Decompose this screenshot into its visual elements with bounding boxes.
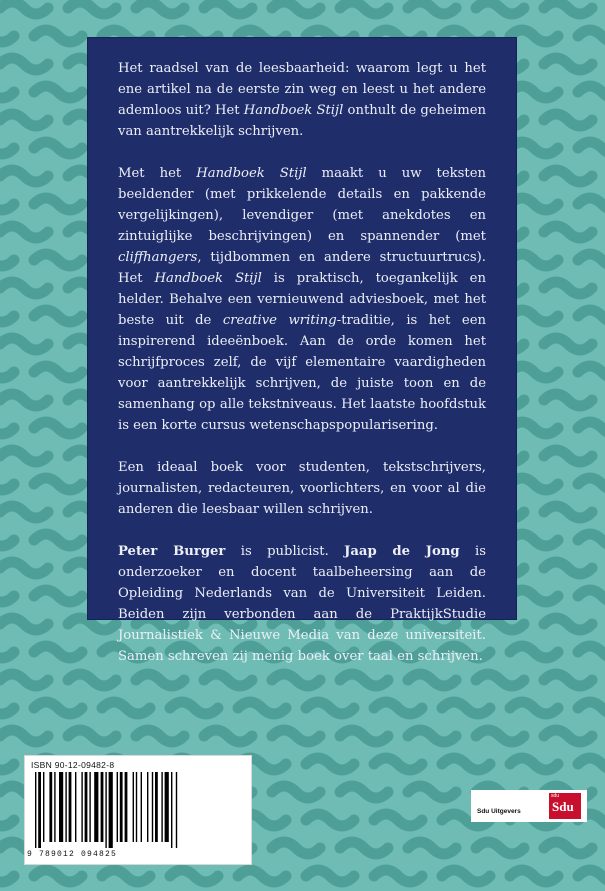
wave-stroke <box>204 674 252 686</box>
wave-stroke <box>0 450 48 462</box>
wave-stroke <box>0 86 14 98</box>
barcode-bar <box>81 772 82 842</box>
wave-stroke <box>544 506 592 518</box>
wave-stroke <box>510 478 558 490</box>
wave-stroke <box>0 254 14 266</box>
wave-stroke <box>170 870 218 882</box>
wave-stroke <box>544 842 592 854</box>
wave-stroke <box>340 730 388 742</box>
wave-stroke <box>510 198 558 210</box>
wave-stroke <box>578 310 605 322</box>
wave-stroke <box>306 758 354 770</box>
wave-stroke <box>408 730 456 742</box>
wave-stroke <box>34 86 82 98</box>
wave-stroke <box>578 422 605 434</box>
barcode-bar <box>141 772 142 842</box>
wave-stroke <box>510 870 558 882</box>
wave-stroke <box>544 730 592 742</box>
barcode-bar <box>152 772 153 842</box>
wave-stroke <box>0 282 48 294</box>
wave-stroke <box>544 58 592 70</box>
wave-stroke <box>544 618 592 630</box>
wave-stroke <box>0 646 14 658</box>
barcode-bar <box>120 772 123 842</box>
wave-stroke <box>578 366 605 378</box>
barcode-bar <box>35 772 36 848</box>
wave-stroke <box>68 618 116 630</box>
wave-stroke <box>408 786 456 798</box>
wave-stroke <box>34 590 82 602</box>
wave-stroke <box>272 842 320 854</box>
wave-stroke <box>34 870 82 882</box>
barcode-bar <box>89 772 90 842</box>
wave-stroke <box>544 450 592 462</box>
barcode-bar <box>171 772 172 848</box>
wave-stroke <box>306 702 354 714</box>
wave-stroke <box>578 702 605 714</box>
barcode-bar <box>155 772 158 842</box>
blurb-paragraph-description: Met het Handboek Stijl maakt u uw teksten beeldender (met prikkelende details en pakkende vergelijkingen), levendiger (met anekdotes en zintuiglijke beschrijvingen) en spannender (met cliffhangers, tijdbommen en andere structuurtrucs). Het Handboek Stijl is praktisch, toegankelijk en helder. Behalve een vernieuwend adviesboek, met het beste uit de creative writing-traditie, is het een inspirerend ideeënboek. Aan de orde komen het schrijfproces zelf, de vijf elementaire vaardigheden voor aantrekkelijk schrijven, de juiste toon en de samenhang op alle tekstniveaus. Het laatste hoofdstuk is een korte cursus wetenschapspopularisering. <box>118 166 487 433</box>
wave-stroke <box>578 534 605 546</box>
wave-stroke <box>510 142 558 154</box>
wave-stroke <box>544 282 592 294</box>
wave-stroke <box>510 30 558 42</box>
wave-stroke <box>340 842 388 854</box>
barcode-bar <box>75 772 76 842</box>
wave-stroke <box>544 114 592 126</box>
wave-stroke <box>0 142 14 154</box>
barcode-bar <box>65 772 66 842</box>
publisher-logo <box>471 790 587 822</box>
wave-stroke <box>0 814 14 826</box>
wave-stroke <box>544 394 592 406</box>
author-name: Jaap de Jong <box>344 544 460 559</box>
wave-stroke <box>0 114 48 126</box>
wave-stroke <box>544 170 592 182</box>
barcode-bar <box>101 772 104 842</box>
barcode-bar <box>176 772 177 848</box>
barcode-bar <box>136 772 137 842</box>
wave-stroke <box>544 226 592 238</box>
isbn-label: ISBN 90-12-09482-8 <box>31 760 115 770</box>
wave-stroke <box>442 870 490 882</box>
wave-stroke <box>476 674 524 686</box>
barcode-bar <box>59 772 63 842</box>
barcode-bar <box>49 772 52 842</box>
wave-stroke <box>544 2 592 14</box>
wave-stroke <box>578 198 605 210</box>
wave-stroke <box>510 254 558 266</box>
wave-stroke <box>34 198 82 210</box>
wave-stroke <box>578 86 605 98</box>
wave-stroke <box>374 758 422 770</box>
wave-stroke <box>272 786 320 798</box>
wave-stroke <box>34 254 82 266</box>
barcode-bar <box>147 772 148 842</box>
wave-stroke <box>0 310 14 322</box>
wave-stroke <box>0 58 48 70</box>
wave-stroke <box>0 478 14 490</box>
wave-stroke <box>272 2 320 14</box>
wave-stroke <box>408 842 456 854</box>
wave-stroke <box>34 30 82 42</box>
wave-stroke <box>306 814 354 826</box>
wave-stroke <box>34 534 82 546</box>
wave-stroke <box>578 870 605 882</box>
wave-stroke <box>578 758 605 770</box>
wave-stroke <box>578 590 605 602</box>
barcode-bar <box>69 772 72 842</box>
barcode-bar <box>125 772 128 842</box>
wave-stroke <box>102 870 150 882</box>
wave-stroke <box>34 310 82 322</box>
barcode-bar <box>85 772 88 842</box>
wave-stroke <box>578 646 605 658</box>
wave-stroke <box>0 758 14 770</box>
wave-stroke <box>578 478 605 490</box>
barcode-bar <box>117 772 118 842</box>
wave-stroke <box>0 562 48 574</box>
wave-stroke <box>0 730 48 742</box>
blurb-paragraph-intro: Het raadsel van de leesbaarheid: waarom legt u het ene artikel na de eerste zin weg en leest u het andere ademloos uit? Het Handboek Stijl onthult de geheimen van aantrekkelijk schrijven. <box>118 61 486 139</box>
wave-stroke <box>136 730 184 742</box>
wave-stroke <box>68 674 116 686</box>
barcode-bar <box>109 772 113 848</box>
wave-stroke <box>204 2 252 14</box>
wave-stroke <box>408 2 456 14</box>
wave-stroke <box>306 870 354 882</box>
wave-stroke <box>272 730 320 742</box>
wave-stroke <box>510 534 558 546</box>
blurb-paragraph-authors: Peter Burger is publicist. Jaap de Jong is onderzoeker en docent taalbeheersing aan de Opleiding Nederlands van de Universiteit Leiden. Beiden zijn verbonden aan de PraktijkStudie Journalistiek & Nieuwe Media van deze universiteit. Samen schreven zij menig boek over taal en schrijven. <box>118 544 486 664</box>
publisher-name: Sdu Uitgevers <box>477 808 521 815</box>
sdu-logo-icon: sdu Sdu <box>549 793 581 819</box>
wave-stroke <box>374 702 422 714</box>
blurb-paragraph-audience: Een ideaal boek voor studenten, tekstschrijvers, journalisten, redacteuren, voorlichters, en voor al die anderen die leesbaar willen schrijven. <box>118 460 486 517</box>
wave-stroke <box>510 366 558 378</box>
wave-stroke <box>476 730 524 742</box>
wave-stroke <box>68 730 116 742</box>
wave-stroke <box>544 338 592 350</box>
wave-stroke <box>34 366 82 378</box>
wave-stroke <box>510 86 558 98</box>
wave-stroke <box>0 422 14 434</box>
wave-stroke <box>510 758 558 770</box>
wave-stroke <box>0 506 48 518</box>
barcode-digits: 9 789012 094825 <box>27 850 118 859</box>
wave-stroke <box>0 534 14 546</box>
wave-stroke <box>0 2 48 14</box>
wave-stroke <box>442 702 490 714</box>
wave-stroke <box>0 590 14 602</box>
barcode-bar <box>38 772 41 848</box>
wave-stroke <box>340 2 388 14</box>
barcode-bar <box>161 772 162 842</box>
wave-stroke <box>0 394 48 406</box>
barcode-bar <box>105 772 106 848</box>
wave-stroke <box>136 2 184 14</box>
wave-stroke <box>510 422 558 434</box>
barcode-bar <box>133 772 134 842</box>
wave-stroke <box>34 478 82 490</box>
wave-stroke <box>510 590 558 602</box>
wave-stroke <box>476 2 524 14</box>
barcode-bar <box>54 772 55 842</box>
wave-stroke <box>0 366 14 378</box>
barcode-bar <box>165 772 169 842</box>
wave-stroke <box>34 142 82 154</box>
wave-stroke <box>204 730 252 742</box>
wave-stroke <box>272 674 320 686</box>
wave-stroke <box>0 226 48 238</box>
wave-stroke <box>510 310 558 322</box>
wave-stroke <box>408 674 456 686</box>
wave-stroke <box>34 702 82 714</box>
wave-stroke <box>0 618 48 630</box>
wave-stroke <box>0 30 14 42</box>
wave-stroke <box>102 702 150 714</box>
wave-stroke <box>0 870 14 882</box>
wave-stroke <box>578 142 605 154</box>
wave-stroke <box>0 702 14 714</box>
wave-stroke <box>0 170 48 182</box>
wave-stroke <box>68 2 116 14</box>
wave-stroke <box>0 198 14 210</box>
wave-stroke <box>170 702 218 714</box>
wave-stroke <box>238 870 286 882</box>
wave-stroke <box>544 674 592 686</box>
wave-stroke <box>136 674 184 686</box>
wave-stroke <box>238 702 286 714</box>
wave-stroke <box>476 842 524 854</box>
wave-stroke <box>374 870 422 882</box>
wave-stroke <box>0 674 48 686</box>
blurb-text <box>118 58 486 667</box>
wave-stroke <box>340 674 388 686</box>
barcode-bar <box>94 772 98 842</box>
wave-stroke <box>374 814 422 826</box>
wave-stroke <box>544 562 592 574</box>
blurb-panel <box>88 38 516 664</box>
wave-stroke <box>578 30 605 42</box>
wave-stroke <box>340 786 388 798</box>
wave-stroke <box>510 702 558 714</box>
wave-stroke <box>442 758 490 770</box>
wave-stroke <box>510 646 558 658</box>
wave-stroke <box>34 422 82 434</box>
isbn-barcode-box <box>24 755 252 865</box>
author-name: Peter Burger <box>118 544 226 559</box>
barcode-icon <box>31 772 245 848</box>
wave-stroke <box>578 254 605 266</box>
barcode-bar <box>43 772 44 842</box>
wave-stroke <box>34 646 82 658</box>
wave-stroke <box>0 338 48 350</box>
